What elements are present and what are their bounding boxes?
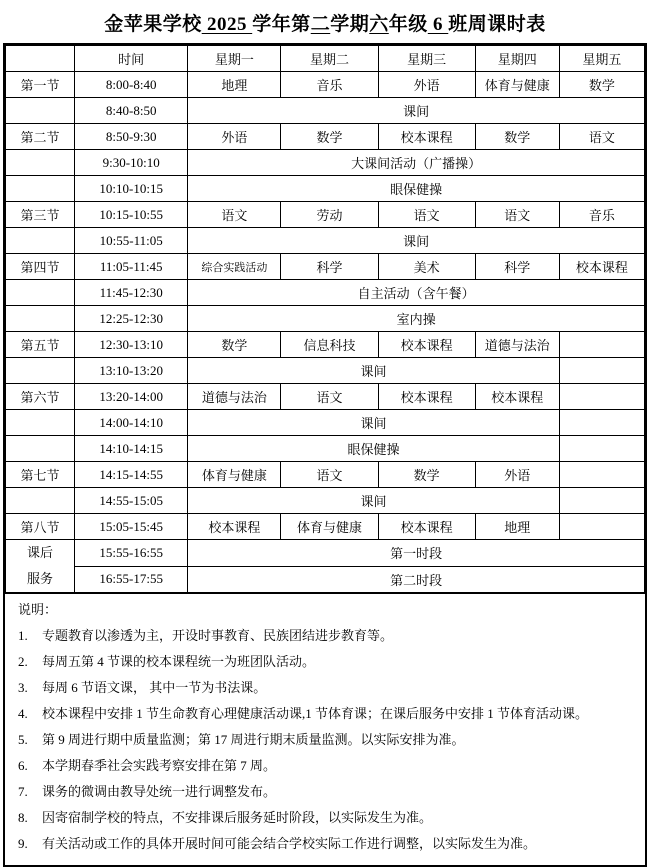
subject-cell: 语文 xyxy=(188,202,281,228)
note-item xyxy=(18,831,633,857)
table-row xyxy=(6,540,645,567)
time-cell: 10:55-11:05 xyxy=(75,228,188,254)
table-row xyxy=(6,462,645,488)
time-cell: 9:30-10:10 xyxy=(75,150,188,176)
empty-cell xyxy=(559,384,644,410)
period-cell-empty xyxy=(6,436,75,462)
time-cell: 14:15-14:55 xyxy=(75,462,188,488)
time-cell: 11:45-12:30 xyxy=(75,280,188,306)
note-text: 有关活动或工作的具体开展时间可能会结合学校实际工作进行调整，以实际发生为准。 xyxy=(42,836,537,851)
header-time-cell: 时间 xyxy=(75,46,188,72)
note-number: 5. xyxy=(18,732,28,747)
period-cell-empty xyxy=(6,358,75,384)
subject-cell: 校本课程 xyxy=(188,514,281,540)
empty-cell xyxy=(559,436,644,462)
empty-cell xyxy=(559,332,644,358)
time-cell: 12:25-12:30 xyxy=(75,306,188,332)
activity-span-cell: 课间 xyxy=(188,410,560,436)
notes-section xyxy=(5,593,645,865)
period-cell-empty xyxy=(6,98,75,124)
table-row xyxy=(6,410,645,436)
subject-cell: 信息科技 xyxy=(281,332,378,358)
subject-cell: 校本课程 xyxy=(378,332,475,358)
activity-span-cell: 眼保健操 xyxy=(188,176,645,202)
activity-span-cell: 第二时段 xyxy=(188,566,645,593)
subject-cell: 音乐 xyxy=(281,72,378,98)
time-cell: 14:55-15:05 xyxy=(75,488,188,514)
note-item xyxy=(18,701,633,727)
subject-cell: 校本课程 xyxy=(559,254,644,280)
subject-cell: 地理 xyxy=(475,514,559,540)
timetable-sheet xyxy=(3,43,647,867)
table-row xyxy=(6,384,645,410)
note-text: 课务的微调由教导处统一进行调整发布。 xyxy=(42,784,277,799)
table-row xyxy=(6,228,645,254)
subject-cell: 校本课程 xyxy=(378,514,475,540)
time-cell: 13:20-14:00 xyxy=(75,384,188,410)
title-segment: 学年第 xyxy=(252,14,311,35)
time-cell: 8:40-8:50 xyxy=(75,98,188,124)
table-row xyxy=(6,280,645,306)
empty-cell xyxy=(559,488,644,514)
time-cell: 8:50-9:30 xyxy=(75,124,188,150)
title-underlined-segment: 6 xyxy=(427,14,449,35)
period-cell-empty xyxy=(6,280,75,306)
subject-cell: 校本课程 xyxy=(378,124,475,150)
page-title xyxy=(0,0,650,43)
subject-cell: 外语 xyxy=(188,124,281,150)
period-cell: 第一节 xyxy=(6,72,75,98)
period-cell xyxy=(6,540,75,593)
subject-cell: 科学 xyxy=(475,254,559,280)
subject-cell: 美术 xyxy=(378,254,475,280)
note-text: 校本课程中安排 1 节生命教育心理健康活动课,1 节体育课；在课后服务中安排 1 节体育活动课。 xyxy=(42,706,589,721)
period-cell-empty xyxy=(6,306,75,332)
table-row xyxy=(6,124,645,150)
period-cell-empty xyxy=(6,150,75,176)
subject-cell: 地理 xyxy=(188,72,281,98)
note-text: 专题教育以渗透为主，开设时事教育、民族团结进步教育等。 xyxy=(42,628,394,643)
subject-cell: 体育与健康 xyxy=(281,514,378,540)
note-number: 2. xyxy=(18,654,28,669)
table-row xyxy=(6,514,645,540)
subject-cell: 综合实践活动 xyxy=(188,254,281,280)
period-cell: 第六节 xyxy=(6,384,75,410)
table-row xyxy=(6,254,645,280)
note-item xyxy=(18,623,633,649)
header-day-tuesday: 星期二 xyxy=(281,46,378,72)
table-row xyxy=(6,488,645,514)
subject-cell: 体育与健康 xyxy=(188,462,281,488)
empty-cell xyxy=(559,514,644,540)
note-text: 每周 6 节语文课， 其中一节为书法课。 xyxy=(42,680,267,695)
subject-cell: 外语 xyxy=(475,462,559,488)
time-cell: 14:10-14:15 xyxy=(75,436,188,462)
note-number: 8. xyxy=(18,810,28,825)
empty-cell xyxy=(559,410,644,436)
note-item xyxy=(18,649,633,675)
table-row xyxy=(6,332,645,358)
time-cell: 10:10-10:15 xyxy=(75,176,188,202)
header-day-monday: 星期一 xyxy=(188,46,281,72)
header-day-friday: 星期五 xyxy=(559,46,644,72)
title-segment: 金苹果学校 xyxy=(104,14,202,35)
activity-span-cell: 课间 xyxy=(188,98,645,124)
table-row xyxy=(6,202,645,228)
subject-cell: 数学 xyxy=(281,124,378,150)
time-cell: 11:05-11:45 xyxy=(75,254,188,280)
activity-span-cell: 课间 xyxy=(188,488,560,514)
subject-cell: 音乐 xyxy=(559,202,644,228)
activity-span-cell: 第一时段 xyxy=(188,540,645,567)
time-cell: 12:30-13:10 xyxy=(75,332,188,358)
table-row xyxy=(6,150,645,176)
table-row xyxy=(6,436,645,462)
table-row xyxy=(6,72,645,98)
title-underlined-segment: 二 xyxy=(310,14,331,35)
note-number: 6. xyxy=(18,758,28,773)
period-cell: 第七节 xyxy=(6,462,75,488)
subject-cell: 数学 xyxy=(378,462,475,488)
time-cell: 15:55-16:55 xyxy=(75,540,188,567)
activity-span-cell: 大课间活动（广播操） xyxy=(188,150,645,176)
note-item xyxy=(18,675,633,701)
table-row xyxy=(6,566,645,593)
note-number: 1. xyxy=(18,628,28,643)
header-day-wednesday: 星期三 xyxy=(378,46,475,72)
subject-cell: 道德与法治 xyxy=(188,384,281,410)
table-row xyxy=(6,358,645,384)
note-item xyxy=(18,779,633,805)
subject-cell: 语文 xyxy=(378,202,475,228)
note-number: 4. xyxy=(18,706,28,721)
subject-cell: 数学 xyxy=(475,124,559,150)
time-cell: 14:00-14:10 xyxy=(75,410,188,436)
title-segment: 年级 xyxy=(388,14,428,35)
title-segment: 班周课时表 xyxy=(448,14,546,35)
note-text: 第 9 周进行期中质量监测；第 17 周进行期末质量监测。以实际安排为准。 xyxy=(42,732,465,747)
period-cell: 第四节 xyxy=(6,254,75,280)
subject-cell: 科学 xyxy=(281,254,378,280)
note-text: 因寄宿制学校的特点，不安排课后服务延时阶段，以实际发生为准。 xyxy=(42,810,433,825)
subject-cell: 语文 xyxy=(559,124,644,150)
subject-cell: 校本课程 xyxy=(378,384,475,410)
header-row xyxy=(6,46,645,72)
note-number: 9. xyxy=(18,836,28,851)
time-cell: 16:55-17:55 xyxy=(75,566,188,593)
activity-span-cell: 课间 xyxy=(188,358,560,384)
time-cell: 8:00-8:40 xyxy=(75,72,188,98)
subject-cell: 语文 xyxy=(281,384,378,410)
note-number: 7. xyxy=(18,784,28,799)
activity-span-cell: 自主活动（含午餐） xyxy=(188,280,645,306)
period-cell: 第八节 xyxy=(6,514,75,540)
note-number: 3. xyxy=(18,680,28,695)
subject-cell: 校本课程 xyxy=(475,384,559,410)
activity-span-cell: 室内操 xyxy=(188,306,645,332)
note-item xyxy=(18,805,633,831)
period-cell-empty xyxy=(6,488,75,514)
title-underlined-segment: 2025 xyxy=(201,14,253,35)
subject-cell: 外语 xyxy=(378,72,475,98)
period-label: 课后服务 xyxy=(27,545,54,586)
subject-cell: 数学 xyxy=(559,72,644,98)
activity-span-cell: 课间 xyxy=(188,228,645,254)
period-cell-empty xyxy=(6,410,75,436)
subject-cell: 语文 xyxy=(281,462,378,488)
subject-cell: 体育与健康 xyxy=(475,72,559,98)
period-cell: 第五节 xyxy=(6,332,75,358)
note-item xyxy=(18,753,633,779)
subject-cell: 劳动 xyxy=(281,202,378,228)
empty-cell xyxy=(559,358,644,384)
empty-cell xyxy=(559,462,644,488)
notes-heading: 说明： xyxy=(18,602,58,617)
table-row xyxy=(6,98,645,124)
subject-cell: 数学 xyxy=(188,332,281,358)
notes-list xyxy=(18,623,633,857)
period-cell: 第三节 xyxy=(6,202,75,228)
title-segment: 学期 xyxy=(330,14,370,35)
timetable-table xyxy=(5,45,645,593)
period-cell-empty xyxy=(6,176,75,202)
period-cell: 第二节 xyxy=(6,124,75,150)
note-item xyxy=(18,727,633,753)
time-cell: 13:10-13:20 xyxy=(75,358,188,384)
subject-cell: 语文 xyxy=(475,202,559,228)
table-row xyxy=(6,176,645,202)
title-underlined-segment: 六 xyxy=(369,14,389,35)
table-row xyxy=(6,306,645,332)
subject-cell: 道德与法治 xyxy=(475,332,559,358)
note-text: 每周五第 4 节课的校本课程统一为班团队活动。 xyxy=(42,654,316,669)
header-period-cell xyxy=(6,46,75,72)
time-cell: 15:05-15:45 xyxy=(75,514,188,540)
activity-span-cell: 眼保健操 xyxy=(188,436,560,462)
header-day-thursday: 星期四 xyxy=(475,46,559,72)
period-cell-empty xyxy=(6,228,75,254)
note-text: 本学期春季社会实践考察安排在第 7 周。 xyxy=(42,758,277,773)
time-cell: 10:15-10:55 xyxy=(75,202,188,228)
